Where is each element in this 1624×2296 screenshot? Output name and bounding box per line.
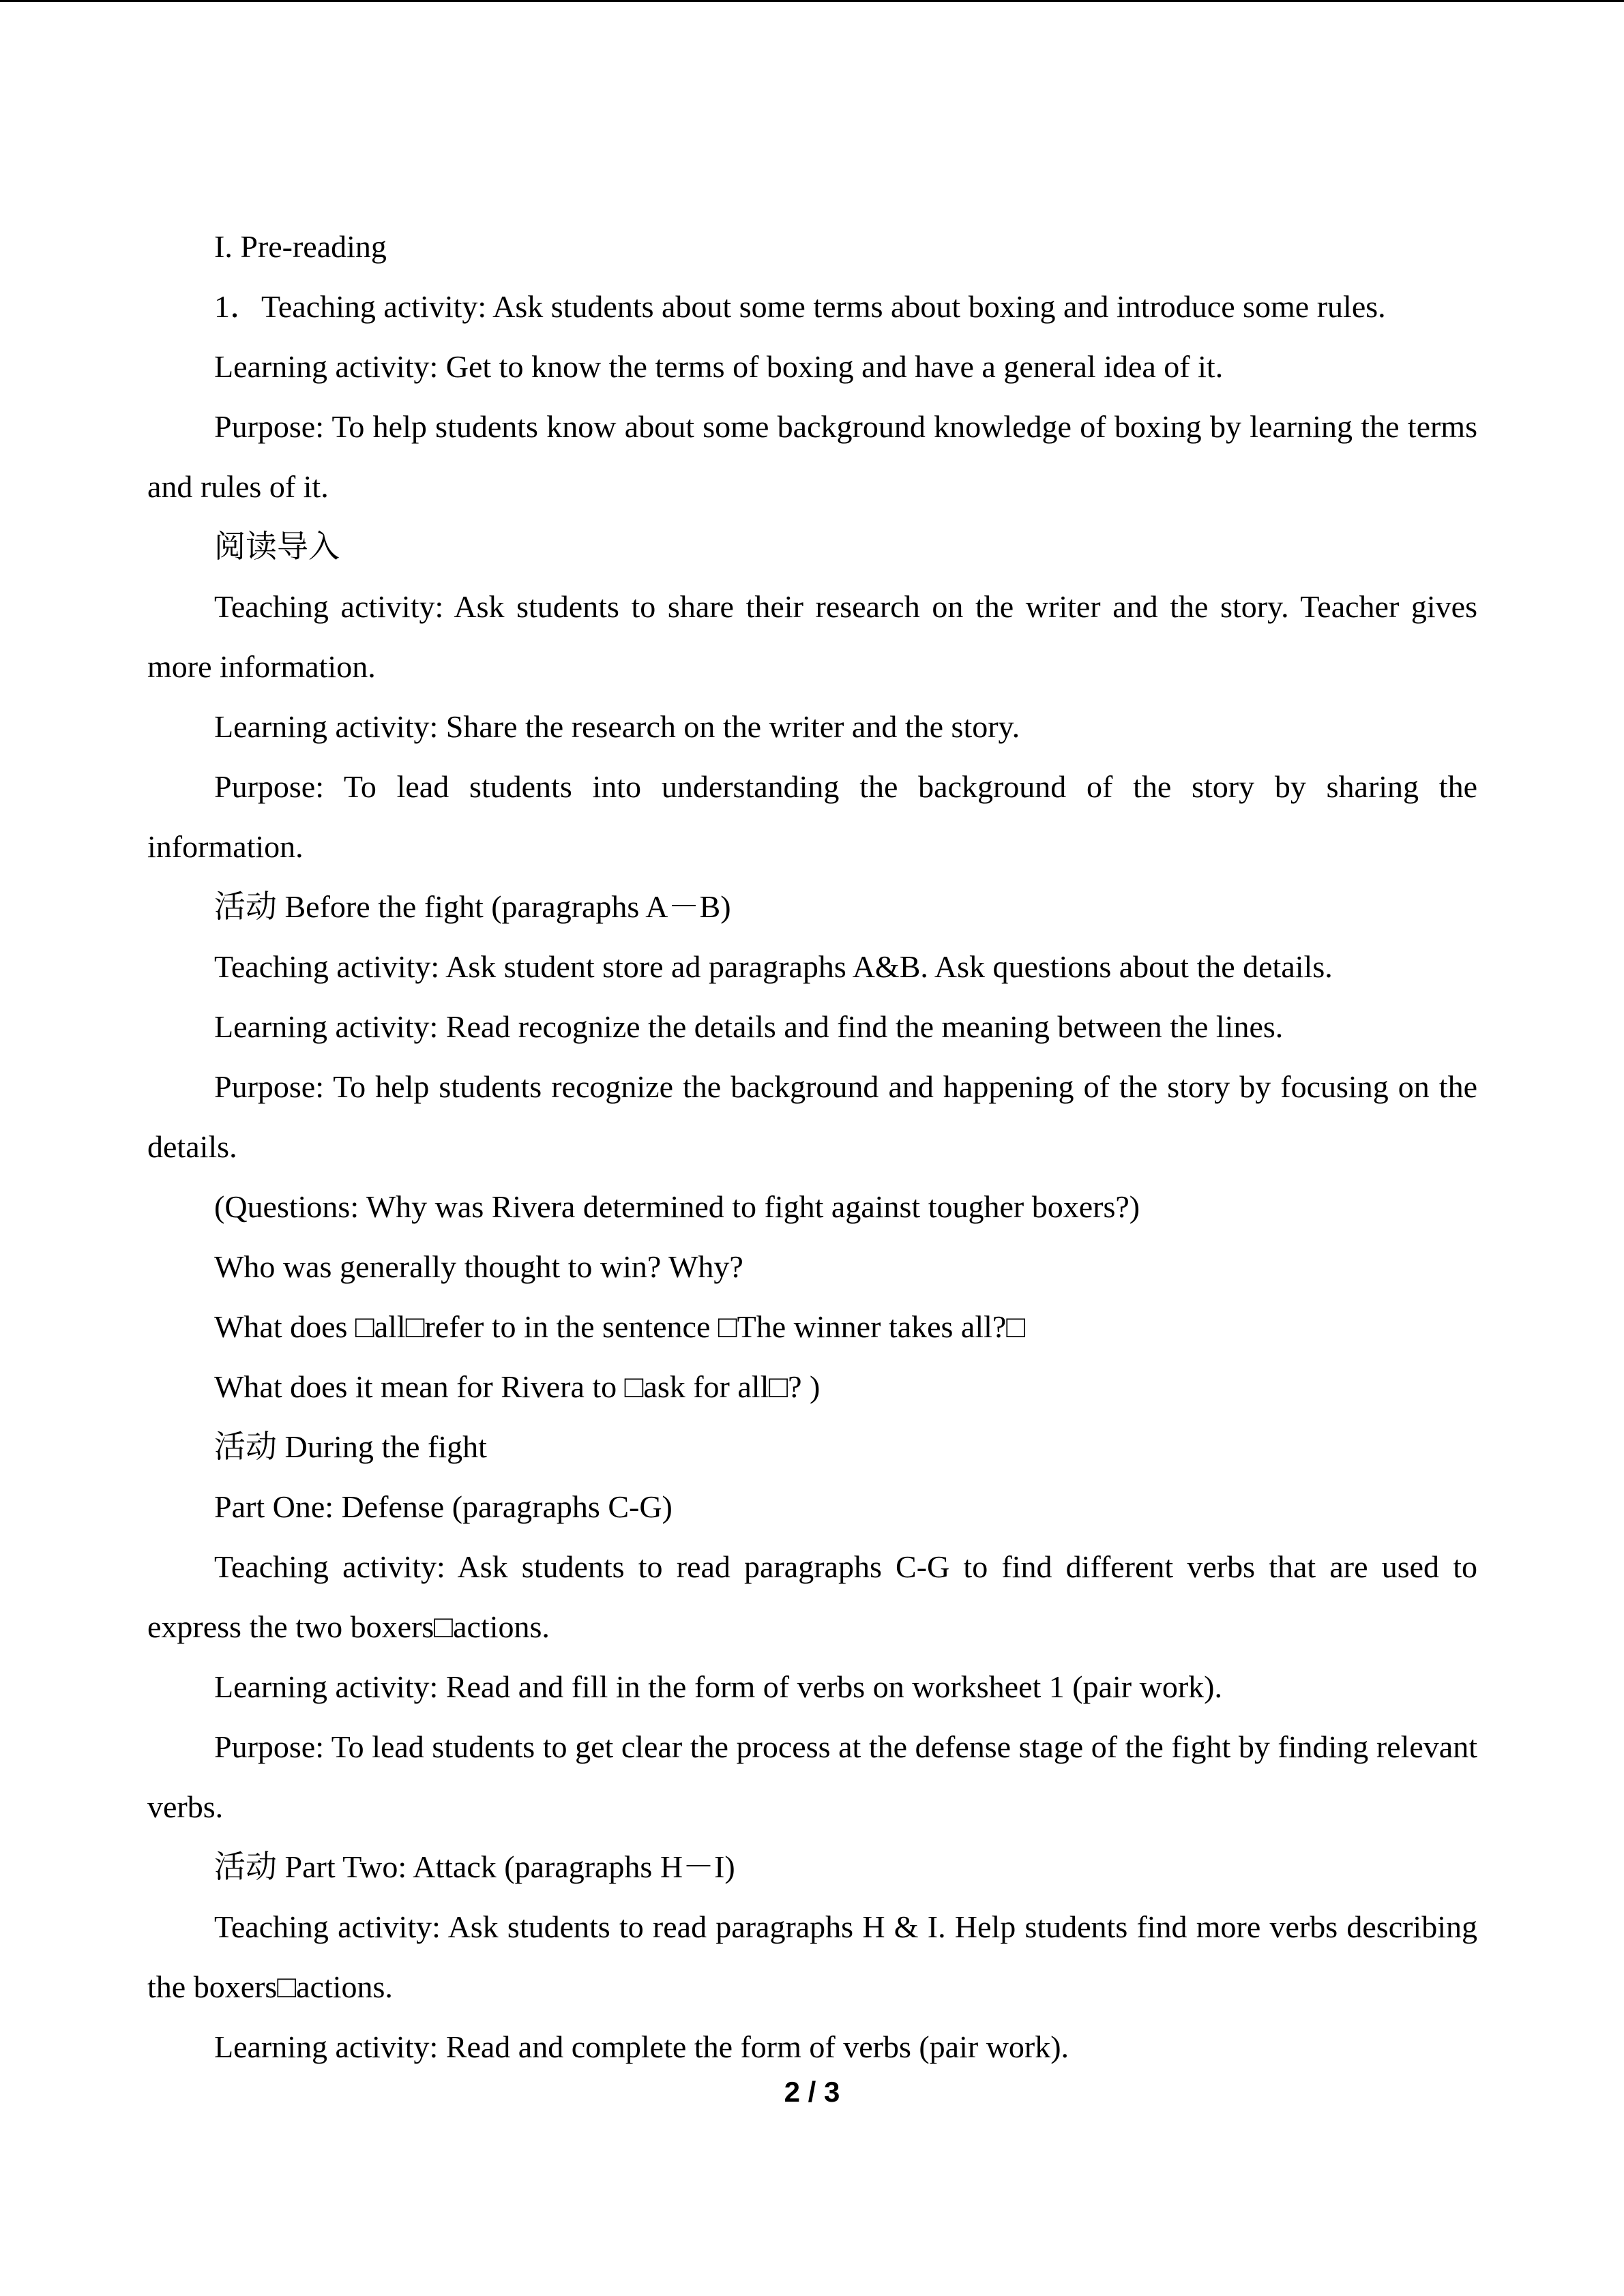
question-line-3: What does □all□refer to in the sentence □The winner takes all?□ xyxy=(214,1309,1026,1344)
section-heading-pre-reading: I. Pre-reading xyxy=(214,229,387,264)
question-line-4: What does it mean for Rivera to □ask for all□? ) xyxy=(214,1369,821,1404)
page-top-border xyxy=(0,0,1624,2)
paragraph-teaching-activity-1: 1．Teaching activity: Ask students about some terms about boxing and introduce some rules. xyxy=(214,289,1386,324)
paragraph-teaching-activity-3: Teaching activity: Ask student store ad paragraphs A&B. Ask questions about the details. xyxy=(214,949,1333,984)
paragraph-learning-activity-4: Learning activity: Read and fill in the form of verbs on worksheet 1 (pair work). xyxy=(214,1669,1222,1704)
subheading-part-one-defense: Part One: Defense (paragraphs C-G) xyxy=(214,1489,673,1524)
paragraph-learning-activity-5: Learning activity: Read and complete the form of verbs (pair work). xyxy=(214,2029,1069,2064)
paragraph-purpose-2: Purpose: To lead students into understanding the background of the story by sharing the information. xyxy=(147,769,1477,864)
paragraph-teaching-activity-2: Teaching activity: Ask students to share their research on the writer and the story. Teacher gives more information. xyxy=(147,589,1477,684)
section-heading-before-fight: 活动 Before the fight (paragraphs A－B) xyxy=(214,889,731,924)
section-heading-reading-intro: 阅读导入 xyxy=(214,529,340,564)
paragraph-teaching-activity-5: Teaching activity: Ask students to read paragraphs H & I. Help students find more verbs describing the boxers□actions. xyxy=(147,1909,1477,2004)
paragraph-purpose-4: Purpose: To lead students to get clear the process at the defense stage of the fight by finding relevant verbs. xyxy=(147,1729,1477,1824)
document-body xyxy=(147,217,1477,2077)
question-line-1: (Questions: Why was Rivera determined to fight against tougher boxers?) xyxy=(214,1189,1140,1224)
page-number: 2 / 3 xyxy=(784,2076,840,2108)
section-heading-during-fight: 活动 During the fight xyxy=(214,1429,487,1464)
paragraph-learning-activity-2: Learning activity: Share the research on the writer and the story. xyxy=(214,709,1020,744)
paragraph-learning-activity-3: Learning activity: Read recognize the details and find the meaning between the lines. xyxy=(214,1009,1284,1044)
paragraph-purpose-3: Purpose: To help students recognize the background and happening of the story by focusing on the details. xyxy=(147,1069,1477,1164)
paragraph-teaching-activity-4: Teaching activity: Ask students to read paragraphs C-G to find different verbs that are used to express the two boxers□actions. xyxy=(147,1549,1477,1644)
paragraph-learning-activity-1: Learning activity: Get to know the terms of boxing and have a general idea of it. xyxy=(214,349,1224,384)
question-line-2: Who was generally thought to win? Why? xyxy=(214,1249,743,1284)
section-heading-part-two-attack: 活动 Part Two: Attack (paragraphs H－I) xyxy=(214,1849,735,1884)
paragraph-purpose-1: Purpose: To help students know about some background knowledge of boxing by learning the terms and rules of it. xyxy=(147,409,1477,504)
